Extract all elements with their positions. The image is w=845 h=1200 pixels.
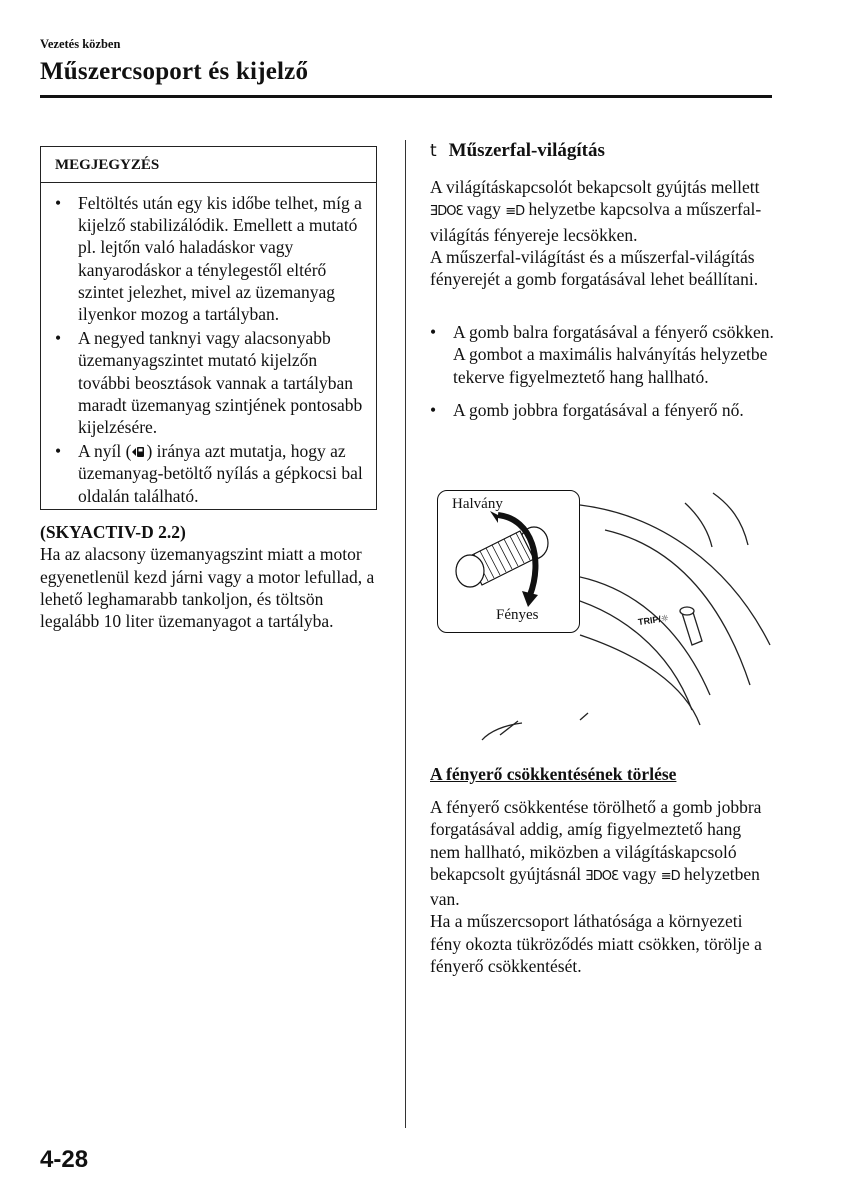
column-divider <box>405 140 406 1128</box>
note-item-text-before: A nyíl ( <box>78 441 132 462</box>
list-item-text: A gomb jobbra forgatásával a fényerő nő. <box>453 399 744 420</box>
dimmer-bullets <box>430 321 775 432</box>
dash-lighting-heading <box>430 140 605 162</box>
skyactiv-paragraph <box>40 521 385 632</box>
note-item-text: Feltöltés után egy kis időbe telhet, míg a kijelző stabilizálódik. Emellett a mutató pl. lejtőn való haladáskor vagy kanyarodáskor a ténylegestől eltérő szintet jelezhet, mivel az üzemanyag ilyenkor mozog a tartályban. <box>78 193 362 325</box>
bullet-icon: • <box>430 399 437 420</box>
fuel-door-arrow-icon <box>131 445 146 459</box>
dash-lighting-intro <box>430 176 775 290</box>
note-list <box>41 183 376 507</box>
body-text-2: Ha a műszercsoport láthatósága a környezeti fény okozta tükröződés miatt csökken, törölje a fényerő csökkentését. <box>430 911 762 977</box>
list-item <box>430 399 775 421</box>
section-label: Vezetés közben <box>40 37 121 51</box>
intro-text: A világításkapcsolót bekapcsolt gyújtás mellett <box>430 177 760 197</box>
cancel-dimming-heading: A fényerő csökkentésének törlése <box>430 764 677 784</box>
note-item-text: A negyed tanknyi vagy alacsonyabb üzemanyagszintet mutató kijelzőn további beosztások vannak a tartályban maradt üzemanyag szintjének pontosabb kijelzésére. <box>78 328 363 438</box>
page-title: Műszercsoport és kijelző <box>40 58 309 85</box>
dimmer-icon: ☼ <box>660 613 670 625</box>
list-item-text: A gomb balra forgatásával a fényerő csökken. A gombot a maximális halványítás helyzetbe tekerve figyelmeztető hang hallható. <box>453 322 774 387</box>
headlight-icon: ≡D <box>505 204 525 220</box>
note-item <box>55 440 368 507</box>
headlight-icon: ≡D <box>660 868 680 884</box>
intro-text-2: A műszerfal-világítást és a műszerfal-világítás fényerejét a gomb forgatásával lehet beállítani. <box>430 246 759 290</box>
skyactiv-text: Ha az alacsony üzemanyagszint miatt a motor egyenetlenül kezd járni vagy a motor lefullad, a lehető leghamarabb tankoljon, és töltsön legalább 10 liter üzemanyagot a tartályba. <box>40 544 375 632</box>
parking-light-icon: ƎDOƐ <box>430 204 463 220</box>
bullet-icon: • <box>430 322 437 342</box>
note-item-text-after: ) iránya azt mutatja, hogy az üzemanyag-betöltő nyílás a gépkocsi bal oldalán található. <box>78 441 363 506</box>
trip-button <box>680 607 702 645</box>
note-box <box>40 146 377 510</box>
trip-text: TRIP/ <box>637 614 662 628</box>
body-text: A fényerő csökkentése törölhető a gomb jobbra forgatásával addig, amíg figyelmeztető hang nem hallható, miközben a világításkapcsoló bekapcsolt gyújtásnál <box>430 797 762 884</box>
title-rule <box>40 95 772 98</box>
page-number: 4-28 <box>40 1146 89 1173</box>
parking-light-icon: ƎDOƐ <box>585 868 618 884</box>
bullet-icon: • <box>55 441 62 462</box>
note-item <box>55 327 368 438</box>
dash-lighting-title: Műszerfal-világítás <box>448 140 605 161</box>
intro-text: vagy <box>462 199 506 220</box>
note-item <box>55 192 368 325</box>
section-marker-icon: t <box>430 141 437 161</box>
label-dim: Halvány <box>452 496 503 512</box>
label-bright: Fényes <box>496 607 539 623</box>
body-text: helyzetben van. <box>430 863 760 910</box>
cancel-dimming-body <box>430 796 775 977</box>
intro-text: helyzetbe kapcsolva a műszerfal-világítás fényereje lecsökken. <box>430 199 762 245</box>
skyactiv-heading: (SKYACTIV-D 2.2) <box>40 522 186 542</box>
bullet-icon: • <box>55 193 62 213</box>
bullet-icon: • <box>55 328 62 349</box>
note-title: MEGJEGYZÉS <box>41 147 376 183</box>
list-item <box>430 321 775 388</box>
body-text: vagy <box>617 863 661 884</box>
